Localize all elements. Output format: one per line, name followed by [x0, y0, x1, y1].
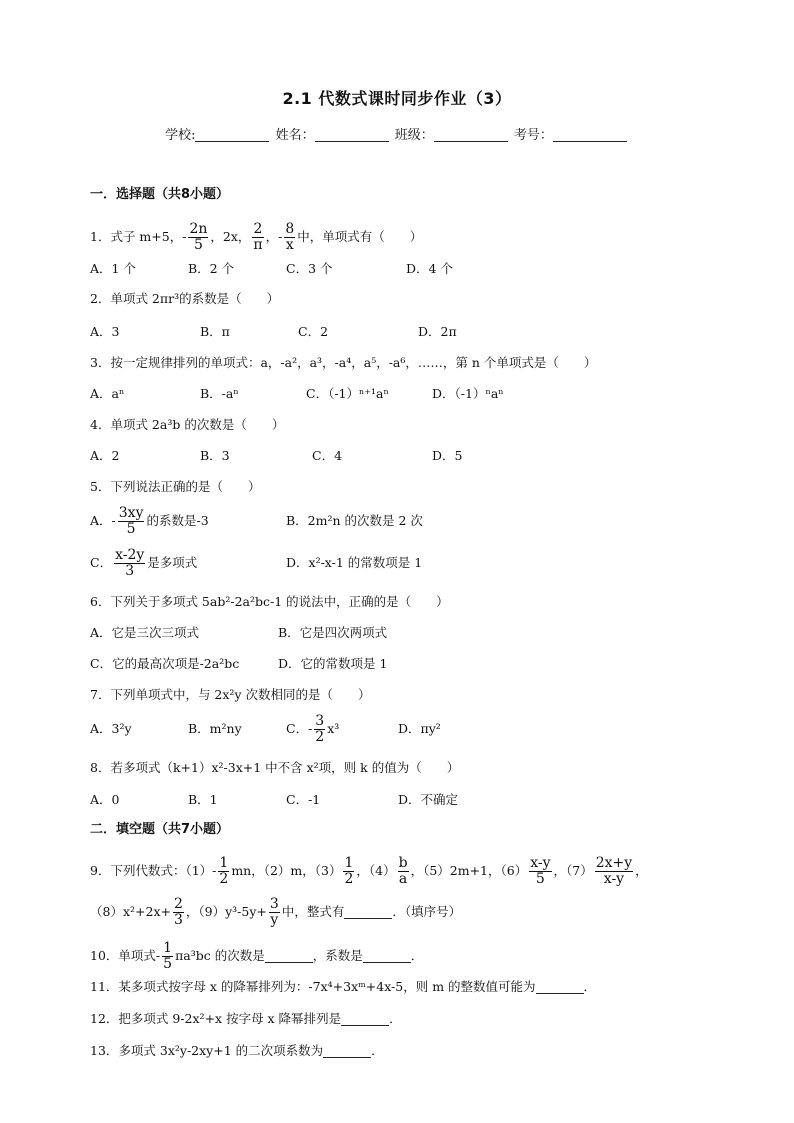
question-7: 7．下列单项式中，与 2x²y 次数相同的是（ ）	[90, 687, 371, 702]
question-1	[90, 222, 422, 253]
q13-answer-blank[interactable]	[323, 1043, 371, 1058]
q6-option-b[interactable]: B．它是四次两项式	[278, 625, 388, 640]
q6-options-cd	[90, 656, 387, 672]
q9-text-10: ．（填序号）	[392, 904, 462, 919]
q3-option-a[interactable]: A．aⁿ	[90, 386, 125, 401]
q7-options	[90, 714, 441, 745]
name-label: 姓名：	[275, 128, 315, 143]
q1-f2-num: 2	[253, 221, 263, 237]
q9-text-7: （8）x²+2x+	[90, 904, 171, 919]
q1-fraction-2	[252, 222, 263, 253]
q1-f1-den: 5	[193, 237, 203, 253]
q9-text-9: 中，整式有	[281, 904, 345, 919]
q1-text-b: ，2x，	[210, 229, 251, 244]
q12-answer-blank[interactable]	[341, 1011, 389, 1026]
q7-option-d[interactable]: D．πy²	[398, 721, 441, 736]
section-fill-heading: 二．填空题（共7小题）	[90, 822, 230, 837]
question-4: 4．单项式 2a³b 的次数是（ ）	[90, 417, 285, 432]
q3-option-c[interactable]: C．（-1）ⁿ⁺¹aⁿ	[306, 386, 389, 401]
q10-degree-blank[interactable]	[265, 948, 313, 963]
q11-answer-blank[interactable]	[536, 979, 584, 994]
q5-c-pre: C．	[90, 555, 113, 570]
q9-fraction-2	[343, 856, 354, 887]
q9-f2-den: 2	[344, 871, 354, 887]
q5-a-num: 3xy	[118, 505, 144, 521]
q1-options	[90, 261, 453, 277]
q9-fraction-5	[595, 856, 633, 887]
q8-option-b[interactable]: B．1	[188, 792, 218, 807]
q5-c-fraction	[114, 548, 145, 579]
question-9-line-2	[90, 897, 461, 928]
q10-text-b: πa³bc 的次数是	[175, 948, 265, 963]
q1-text-d: 中，单项式有（ ）	[297, 229, 423, 244]
question-5: 5．下列说法正确的是（ ）	[90, 479, 261, 494]
q9-text-5: ，（7）	[553, 863, 593, 878]
q7-option-c[interactable]	[286, 714, 398, 745]
q1-fraction-1	[188, 222, 208, 253]
q4-options	[90, 448, 462, 464]
q2-option-b[interactable]: B．π	[200, 324, 230, 339]
q2-option-d[interactable]: D．2π	[418, 324, 457, 339]
q5-c-den: 3	[125, 563, 135, 579]
q8-option-a[interactable]: A．0	[90, 792, 120, 807]
q9-answer-blank[interactable]	[344, 904, 392, 919]
q6-options-ab	[90, 625, 387, 641]
q5-option-b[interactable]: B．2m²n 的次数是 2 次	[286, 513, 423, 528]
q6-option-c[interactable]: C．它的最高次项是-2a²bc	[90, 656, 240, 671]
question-9-line-1	[90, 856, 648, 887]
q1-f3-den: x	[285, 237, 294, 253]
q8-option-d[interactable]: D．不确定	[398, 792, 459, 807]
q10-fraction	[162, 941, 173, 972]
q5-a-post: 的系数是-3	[146, 513, 209, 528]
q3-option-b[interactable]: B．-aⁿ	[200, 386, 239, 401]
q9-f6-num: 2	[173, 896, 183, 912]
q9-f1-den: 2	[219, 871, 229, 887]
q4-option-a[interactable]: A．2	[90, 448, 120, 463]
question-6: 6．下列关于多项式 5ab²-2a²bc-1 的说法中，正确的是（ ）	[90, 594, 449, 609]
q7-c-pre: C．-	[286, 721, 313, 736]
q10-text-a: 10．单项式-	[90, 948, 161, 963]
q1-option-d[interactable]: D．4 个	[406, 261, 453, 276]
section-choice-heading: 一．选择题（共8小题）	[90, 187, 230, 202]
q9-text-6: ，	[635, 863, 648, 878]
q10-den: 5	[163, 956, 173, 972]
q1-option-b[interactable]: B．2 个	[188, 261, 235, 276]
q1-f3-num: 8	[285, 221, 295, 237]
question-12	[90, 1011, 402, 1027]
q8-option-c[interactable]: C．-1	[286, 792, 321, 807]
q4-option-c[interactable]: C．4	[312, 448, 343, 463]
q5-option-d[interactable]: D．x²-x-1 的常数项是 1	[286, 555, 423, 570]
q9-fraction-4	[529, 856, 551, 887]
q9-fraction-7	[269, 897, 280, 928]
q9-f5-den: x-y	[603, 871, 625, 887]
q5-a-pre: A．-	[90, 513, 116, 528]
q4-option-d[interactable]: D．5	[432, 448, 463, 463]
question-2: 2．单项式 2πr³的系数是（ ）	[90, 291, 280, 306]
school-label: 学校:	[165, 128, 196, 143]
q9-text-8: ，（9）y³-5y+	[185, 904, 267, 919]
q1-option-a[interactable]: A．1 个	[90, 261, 136, 276]
q1-text-c: ，-	[265, 229, 283, 244]
q8-options	[90, 792, 458, 808]
question-13	[90, 1043, 384, 1059]
q9-f6-den: 3	[173, 912, 183, 928]
q1-f2-den: π	[253, 237, 263, 253]
q7-option-a[interactable]: A．3²y	[90, 721, 132, 736]
q3-option-d[interactable]: D．（-1）ⁿaⁿ	[432, 386, 504, 401]
class-label: 班级：	[394, 128, 434, 143]
q2-option-c[interactable]: C．2	[298, 324, 329, 339]
question-10	[90, 941, 423, 972]
question-3: 3．按一定规律排列的单项式：a，-a²，a³，-a⁴，a⁵，-a⁶，……，第 n 个单项式是（ ）	[90, 355, 597, 370]
q2-options	[90, 324, 457, 340]
q2-option-a[interactable]: A．3	[90, 324, 120, 339]
q9-fraction-1	[218, 856, 229, 887]
q9-text-3: ，（4）	[356, 863, 396, 878]
page-title: 2.1 代数式课时同步作业（3）	[282, 89, 512, 108]
q12-text-b: ．	[389, 1011, 402, 1026]
q13-text-b: ．	[371, 1043, 384, 1058]
q1-text-a: 1．式子 m+5，-	[90, 229, 187, 244]
q9-text-1: 9．下列代数式：（1）-	[90, 863, 217, 878]
q5-c-num: x-2y	[115, 547, 145, 563]
q6-option-d[interactable]: D．它的常数项是 1	[278, 656, 388, 671]
q11-text-a: 11．某多项式按字母 x 的降幂排列为：-7x⁴+3xᵐ+4x-5，则 m 的整数值可能为	[90, 979, 536, 994]
q10-coefficient-blank[interactable]	[363, 948, 411, 963]
q9-text-4: ，（5）2m+1，（6）	[410, 863, 528, 878]
q11-text-b: ．	[583, 979, 597, 994]
q5-options-ab	[90, 506, 423, 537]
q7-c-num: 3	[315, 713, 325, 729]
q1-fraction-3	[284, 222, 295, 253]
q7-c-fraction	[314, 714, 325, 745]
q10-text-d: ．	[410, 948, 424, 963]
q7-option-b[interactable]: B．m²ny	[188, 721, 242, 736]
q7-c-den: 2	[315, 729, 325, 745]
q9-fraction-3	[398, 856, 409, 887]
number-blank[interactable]	[553, 127, 627, 142]
q4-option-b[interactable]: B．3	[200, 448, 230, 463]
class-blank[interactable]	[434, 127, 508, 142]
q12-text-a: 12．把多项式 9-2x²+x 按字母 x 降幂排列是	[90, 1011, 342, 1026]
q5-options-cd	[90, 548, 422, 579]
q9-f4-num: x-y	[530, 855, 551, 871]
q9-f5-num: 2x+y	[595, 855, 633, 871]
q3-options	[90, 386, 504, 402]
q1-f1-num: 2n	[189, 221, 208, 237]
q9-f7-num: 3	[269, 896, 279, 912]
q5-a-fraction	[118, 506, 145, 537]
q5-a-den: 5	[126, 521, 136, 537]
q6-option-a[interactable]: A．它是三次三项式	[90, 625, 200, 640]
q1-option-c[interactable]: C．3 个	[286, 261, 333, 276]
q9-f3-den: a	[398, 871, 408, 887]
q9-fraction-6	[173, 897, 184, 928]
q5-option-c[interactable]	[90, 548, 286, 579]
q5-c-post: 是多项式	[147, 555, 198, 570]
q9-f4-den: 5	[535, 871, 545, 887]
q9-f3-num: b	[398, 855, 408, 871]
school-blank[interactable]	[195, 127, 269, 142]
q9-text-2: mn，（2）m，（3）	[231, 863, 342, 878]
name-blank[interactable]	[315, 127, 389, 142]
q9-f7-den: y	[270, 912, 279, 928]
q13-text-a: 13．多项式 3x²y-2xy+1 的二次项系数为	[90, 1043, 324, 1058]
student-info-line	[0, 124, 794, 143]
q10-num: 1	[163, 940, 173, 956]
question-8: 8．若多项式（k+1）x²-3x+1 中不含 x²项，则 k 的值为（ ）	[90, 760, 460, 775]
q9-f1-num: 1	[219, 855, 229, 871]
q5-option-a[interactable]	[90, 506, 286, 537]
question-11	[90, 979, 596, 995]
q10-text-c: ，系数是	[312, 948, 363, 963]
q9-f2-num: 1	[344, 855, 354, 871]
number-label: 考号：	[513, 128, 553, 143]
q7-c-post: x³	[327, 721, 340, 736]
